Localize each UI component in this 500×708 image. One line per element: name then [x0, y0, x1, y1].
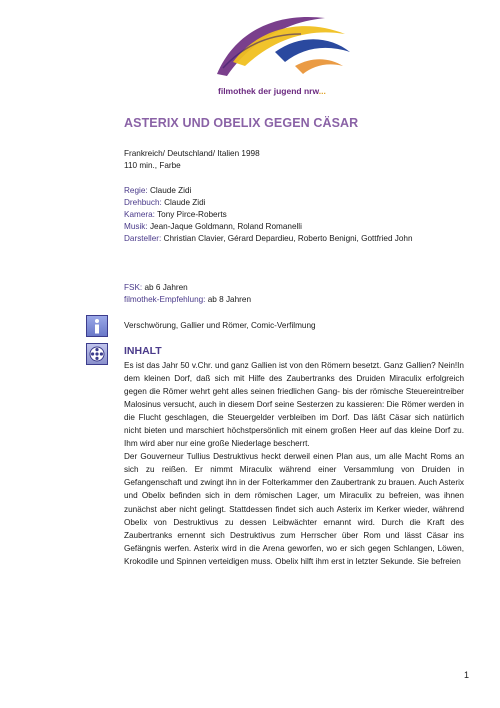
crew-musik-label: Musik:: [124, 222, 148, 231]
crew-kamera-label: Kamera:: [124, 210, 155, 219]
film-crew: [124, 185, 464, 245]
crew-regie: [124, 185, 464, 197]
rating-fsk: [124, 282, 251, 294]
rating-empfehlung-value: ab 8 Jahren: [207, 295, 251, 304]
logo-wordmark-dots: ...: [318, 86, 326, 96]
film-ratings: [124, 282, 251, 306]
logo-wordmark: [218, 86, 326, 96]
crew-regie-label: Regie:: [124, 186, 148, 195]
inhalt-paragraph-1: Es ist das Jahr 50 v.Chr. und ganz Gallien ist von den Römern besetzt. Ganz Gallien? Nein!In dem kleinen Dorf, daß sich mit Hilfe des Zaubertranks des Druiden Miraculix erfolgreich gegen die Römer wehrt geht alles seinen friedlichen Gang- bis der römische Steuereintreiber Malosinus versucht, auch in diesem Dorf seine Sesterzen zu kassieren: Die Römer werden in die Flucht geschlagen, die Steuergelder verbleiben im Dorf. Das läßt Cäsar sich natürlich nicht bieten und marschiert höchstpersönlich mit einem großen Heer auf das kleine Dorf zu. Ihm wird aber nur eine große Niederlage bescherrt.: [124, 361, 464, 449]
crew-drehbuch-label: Drehbuch:: [124, 198, 162, 207]
crew-darsteller-label: Darsteller:: [124, 234, 162, 243]
crew-darsteller: [124, 233, 464, 245]
info-icon: [86, 315, 108, 337]
crew-regie-value: Claude Zidi: [149, 186, 192, 195]
inhalt-text: [124, 359, 464, 568]
film-origin: Frankreich/ Deutschland/ Italien 1998: [124, 149, 260, 158]
crew-darsteller-value: Christian Clavier, Gérard Depardieu, Roberto Benigni, Gottfried John: [163, 234, 413, 243]
film-runtime: 110 min., Farbe: [124, 161, 181, 170]
rating-fsk-value: ab 6 Jahren: [144, 283, 188, 292]
inhalt-heading: INHALT: [124, 345, 162, 357]
logo-wordmark-text: filmothek der jugend nrw: [218, 86, 319, 96]
rating-empfehlung-label: filmothek-Empfehlung:: [124, 295, 206, 304]
crew-kamera-value: Tony Pirce-Roberts: [157, 210, 227, 219]
page-number: 1: [464, 670, 470, 680]
crew-kamera: [124, 209, 464, 221]
filmothek-logo: [205, 4, 355, 104]
logo-swoosh-graphic: [205, 4, 355, 86]
film-reel-icon: [86, 343, 108, 365]
inhalt-paragraph-2: Der Gouverneur Tullius Destruktivus heckt derweil einen Plan aus, um alle Macht Roms an sich zu reißen. Er nimmt Miraculix während einer Versammlung von Druiden in Gefangenschaft und zwingt ihn in der Folterkammer den Zaubertrank zu brauen. Auch Asterix und Obelix befinden sich in dem römischen Lager, um Miraculix zu befreien, was ihnen zunächst aber nicht gelingt. Stattdessen findet sich auch Asterix im Kerker wieder, während Obelix von Destruktivus zu dessen Leibwächter ernannt wird. Durch die Kraft des Zaubertranks ernennt sich Destruktivus zum Herrscher über Rom und lässt Cäsar ins Gefängnis werfen. Asterix wird in die Arena geworfen, wo er sich gegen Schlangen, Löwen, Krokodile und Spinnen verteidigen muss. Obelix hilft ihm erst in letzter Sekunde. Sie befreien: [124, 452, 464, 566]
rating-fsk-label: FSK:: [124, 283, 143, 292]
crew-drehbuch: [124, 197, 464, 209]
crew-musik-value: Jean-Jaque Goldmann, Roland Romanelli: [149, 222, 302, 231]
film-title: ASTERIX UND OBELIX GEGEN CÄSAR: [124, 116, 359, 130]
film-meta: [124, 148, 260, 172]
rating-empfehlung: [124, 294, 251, 306]
crew-drehbuch-value: Claude Zidi: [164, 198, 206, 207]
crew-musik: [124, 221, 464, 233]
film-genre: Verschwörung, Gallier und Römer, Comic-Verfilmung: [124, 321, 316, 330]
